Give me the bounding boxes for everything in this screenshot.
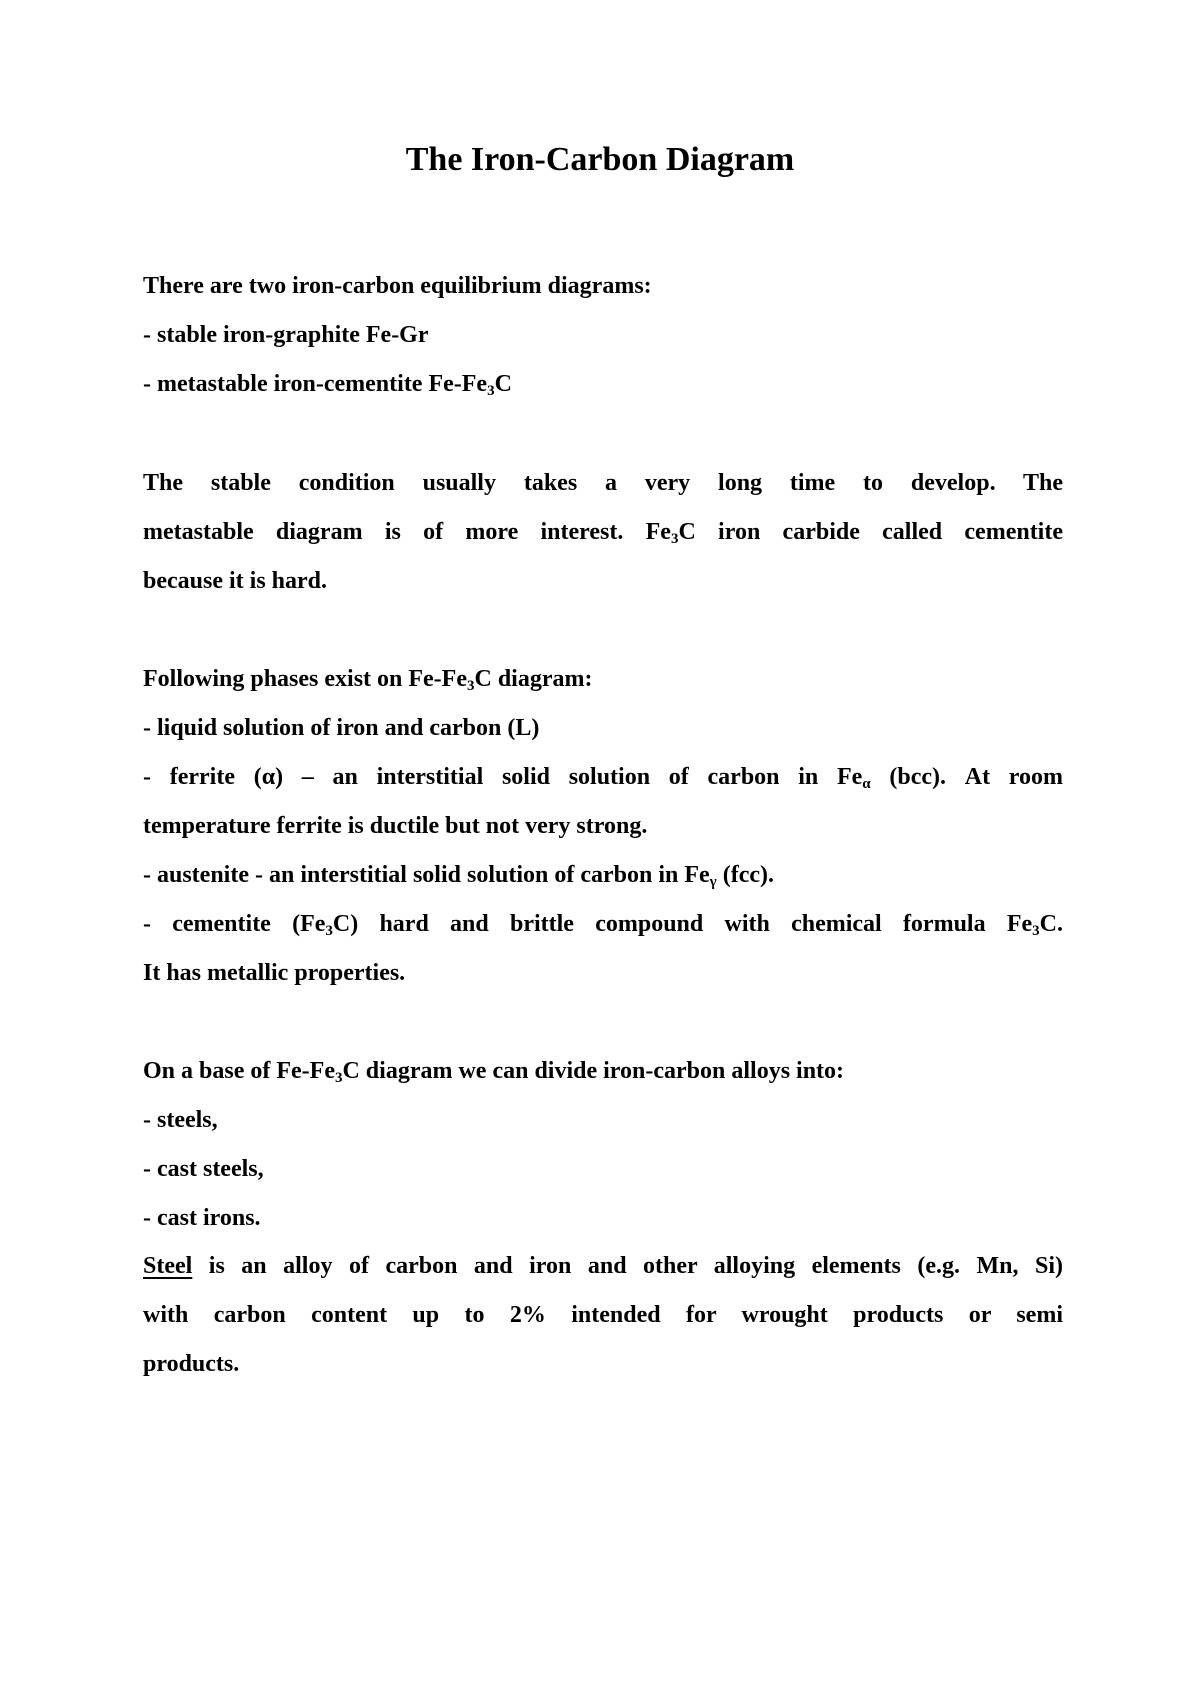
phases-section (143, 655, 1063, 998)
subscript: 3 (325, 923, 333, 939)
subscript: 3 (670, 531, 679, 547)
text-fragment: Following phases exist on Fe-Fe (143, 666, 467, 692)
text-fragment: C diagram: (474, 666, 593, 692)
paragraph-line: because it is hard. (143, 568, 328, 594)
list-item (143, 360, 1063, 409)
stability-paragraph (143, 459, 1063, 606)
subscript: 3 (334, 1070, 343, 1086)
steel-term: Steel (143, 1253, 193, 1279)
text-fragment: - metastable iron-cementite Fe-Fe (143, 371, 488, 397)
text-fragment: - ferrite (α) – an interstitial solid solution of carbon in Fe (143, 764, 863, 790)
paragraph-line: with carbon content up to 2% intended for wrought products or semi (143, 1302, 1063, 1328)
list-item (143, 851, 1063, 900)
list-item (143, 753, 1063, 802)
text-fragment: (fcc). (716, 862, 774, 888)
alloy-classes-section (143, 1047, 1063, 1243)
text-fragment: On a base of Fe-Fe (143, 1058, 335, 1084)
subscript: 3 (467, 678, 475, 694)
alloy-classes-intro (143, 1047, 1063, 1096)
list-item: - stable iron-graphite Fe-Gr (143, 322, 429, 348)
list-item (143, 900, 1063, 949)
steel-definition-paragraph (143, 1242, 1063, 1389)
page-title: The Iron-Carbon Diagram (405, 141, 795, 178)
subscript: γ (709, 874, 717, 890)
list-item: - cast steels, (143, 1156, 264, 1182)
paragraph-line: The stable condition usually takes a very long time to develop. The (143, 470, 1063, 496)
list-item: - liquid solution of iron and carbon (L) (143, 715, 540, 741)
text-fragment: is an alloy of carbon and iron and other alloying elements (e.g. Mn, Si) (192, 1253, 1063, 1279)
text-fragment: C (494, 371, 512, 397)
text-fragment: - cementite (Fe (143, 911, 326, 937)
text-fragment: (bcc). At room (870, 764, 1064, 790)
list-item-continuation: It has metallic properties. (143, 960, 406, 986)
subscript: 3 (487, 383, 495, 399)
phases-intro (143, 655, 1063, 704)
text-fragment: C. (1039, 911, 1063, 937)
paragraph-line: products. (143, 1351, 240, 1377)
list-item: - cast irons. (143, 1205, 261, 1231)
subscript: 3 (1032, 923, 1040, 939)
list-item-continuation: temperature ferrite is ductile but not very strong. (143, 813, 648, 839)
subscript: α (862, 776, 871, 792)
text-fragment: C iron carbide called cementite (678, 519, 1063, 545)
paragraph-line (143, 1242, 1063, 1291)
text-fragment: metastable diagram is of more interest. Fe (143, 519, 671, 545)
list-item: - steels, (143, 1107, 218, 1133)
paragraph-line (143, 508, 1063, 557)
text-fragment: C diagram we can divide iron-carbon alloys into: (342, 1058, 845, 1084)
text-fragment: - austenite - an interstitial solid solution of carbon in Fe (143, 862, 710, 888)
diagram-types-section (143, 262, 1063, 409)
text-fragment: C) hard and brittle compound with chemical formula Fe (332, 911, 1033, 937)
diagram-types-intro: There are two iron-carbon equilibrium diagrams: (143, 273, 652, 299)
